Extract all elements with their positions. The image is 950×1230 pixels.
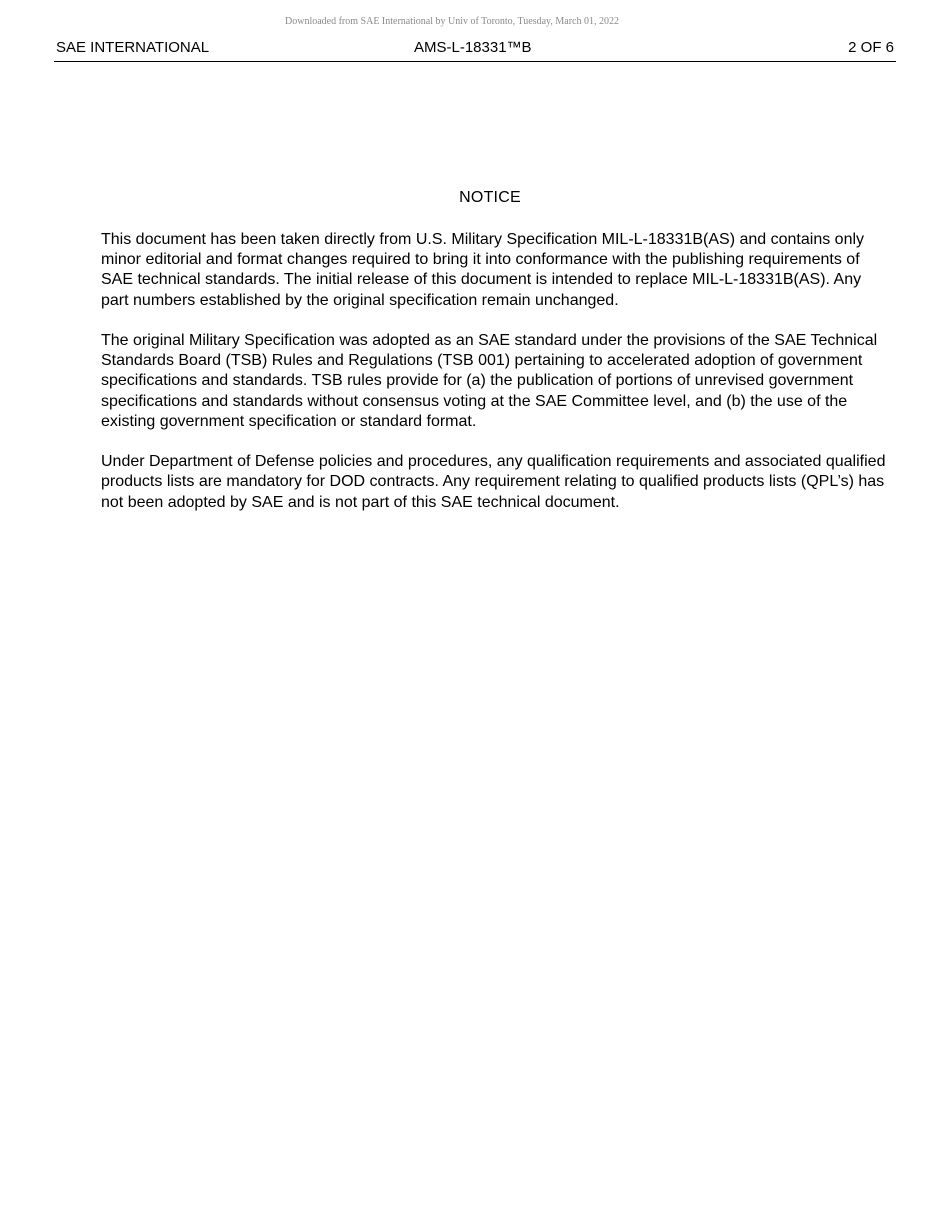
notice-heading: NOTICE <box>459 189 521 206</box>
notice-paragraph: This document has been taken directly from U.S. Military Specification MIL-L-18331B(AS) and contains only minor editorial and format changes required to bring it into conformance with the publishing requirements of SAE technical standards. The initial release of this document is intended to replace MIL-L-18331B(AS). Any part numbers established by the original specification remain unchanged. <box>101 231 865 309</box>
header-page-indicator: 2 OF 6 <box>848 39 894 56</box>
header-document-number: AMS-L-18331™B <box>414 39 532 56</box>
notice-body <box>101 230 891 533</box>
download-watermark: Downloaded from SAE International by Univ of Toronto, Tuesday, March 01, 2022 <box>285 16 619 27</box>
notice-paragraph: Under Department of Defense policies and procedures, any qualification requirements and associated qualified products lists are mandatory for DOD contracts. Any requirement relating to qualified products lists (QPL’s) has not been adopted by SAE and is not part of this SAE technical document. <box>101 453 886 511</box>
header-organization: SAE INTERNATIONAL <box>56 39 210 56</box>
page-header <box>54 38 896 62</box>
notice-paragraph: The original Military Specification was adopted as an SAE standard under the provisions of the SAE Technical Standards Board (TSB) Rules and Regulations (TSB 001) pertaining to accelerated adoption of government specifications and standards. TSB rules provide for (a) the publication of portions of unrevised government specifications and standards without consensus voting at the SAE Committee level, and (b) the use of the existing government specification or standard format. <box>101 332 878 430</box>
